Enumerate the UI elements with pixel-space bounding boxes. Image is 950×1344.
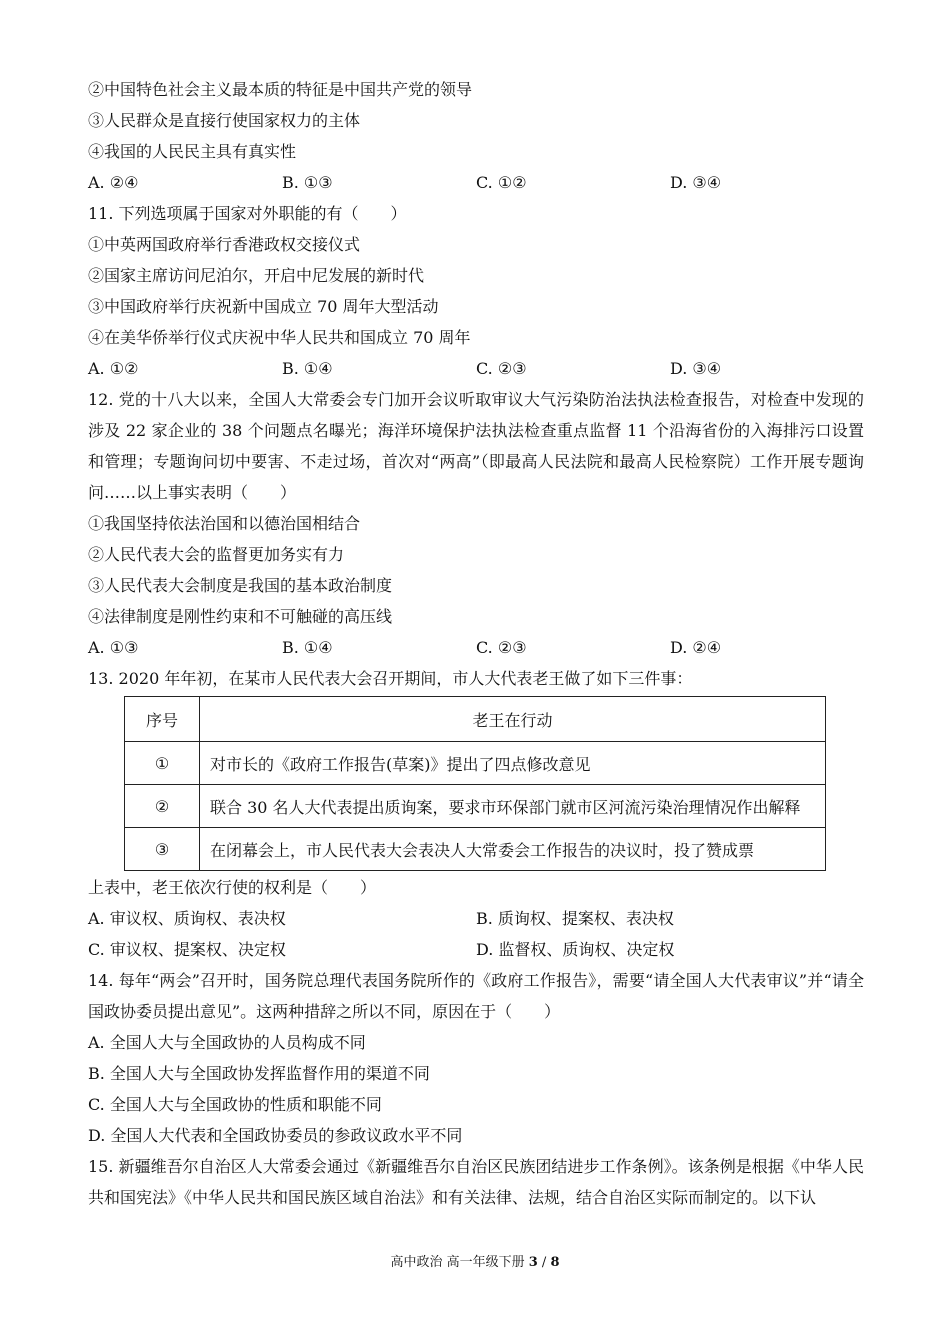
q11-item-1: ①中英两国政府举行香港政权交接仪式 <box>88 235 361 254</box>
q13-options-row-2 <box>88 934 864 965</box>
q13-option-d[interactable]: D. 监督权、质询权、决定权 <box>476 940 675 959</box>
q11-item-3: ③中国政府举行庆祝新中国成立 70 周年大型活动 <box>88 297 439 316</box>
q13-option-b[interactable]: B. 质询权、提案权、表决权 <box>476 909 674 928</box>
table-cell-action: 对市长的《政府工作报告(草案)》提出了四点修改意见 <box>200 742 826 785</box>
q10-item-2: ②中国特色社会主义最本质的特征是中国共产党的领导 <box>88 80 473 99</box>
q14-option-d[interactable]: D. 全国人大代表和全国政协委员的参政议政水平不同 <box>88 1126 463 1145</box>
table-row <box>125 742 826 785</box>
table-cell-index: ② <box>125 785 200 828</box>
q12-option-c[interactable]: C. ②③ <box>476 638 527 657</box>
q14-option-a[interactable]: A. 全国人大与全国政协的人员构成不同 <box>88 1033 366 1052</box>
q11-stem: 11. 下列选项属于国家对外职能的有（ ） <box>88 204 407 223</box>
footer-page-number: 3 <box>528 1255 538 1270</box>
q11-item-2: ②国家主席访问尼泊尔，开启中尼发展的新时代 <box>88 266 425 285</box>
q13-question: 上表中，老王依次行使的权利是（ ） <box>88 878 377 897</box>
q12-item-2: ②人民代表大会的监督更加务实有力 <box>88 545 345 564</box>
q13-options-row-1 <box>88 903 864 934</box>
q12-option-d[interactable]: D. ②④ <box>670 638 722 657</box>
q10-option-a[interactable]: A. ②④ <box>88 173 139 192</box>
q11-item-4: ④在美华侨举行仪式庆祝中华人民共和国成立 70 周年 <box>88 328 471 347</box>
table-header-action: 老王在行动 <box>200 697 826 742</box>
q11-options <box>88 353 864 384</box>
q12-option-a[interactable]: A. ①③ <box>88 638 139 657</box>
q12-item-1: ①我国坚持依法治国和以德治国相结合 <box>88 514 361 533</box>
q14-stem: 14. 每年“两会”召开时，国务院总理代表国务院所作的《政府工作报告》，需要“请全国人大代表审议”并“请全国政协委员提出意见”。这两种措辞之所以不同，原因在于（ ） <box>88 971 864 1021</box>
q10-item-3: ③人民群众是直接行使国家权力的主体 <box>88 111 361 130</box>
q12-stem: 12. 党的十八大以来，全国人大常委会专门加开会议听取审议大气污染防治法执法检查报告，对检查中发现的涉及 22 家企业的 38 个问题点名曝光；海洋环境保护法执法检查重点监督 11 个沿海省份的入海排污口设置和管理；专题询问切中要害、不走过场，首次对“两高”（即最高人民法院和最高人民检察院）工作开展专题询问……以上事实表明（ ） <box>88 390 864 502</box>
table-cell-action: 在闭幕会上，市人民代表大会表决人大常委会工作报告的决议时，投了赞成票 <box>200 828 826 871</box>
q12-item-3: ③人民代表大会制度是我国的基本政治制度 <box>88 576 393 595</box>
table-row <box>125 785 826 828</box>
q14-option-c[interactable]: C. 全国人大与全国政协的性质和职能不同 <box>88 1095 382 1114</box>
table-row <box>125 828 826 871</box>
footer-separator: / <box>537 1255 551 1270</box>
q11-option-b[interactable]: B. ①④ <box>282 359 333 378</box>
q10-item-4: ④我国的人民民主具有真实性 <box>88 142 297 161</box>
table-header-row <box>125 697 826 742</box>
q10-options <box>88 167 864 198</box>
exam-page <box>88 74 864 1213</box>
q12-item-4: ④法律制度是刚性约束和不可触碰的高压线 <box>88 607 393 626</box>
q13-stem: 13. 2020 年年初，在某市人民代表大会召开期间，市人大代表老王做了如下三件事： <box>88 669 693 688</box>
q13-option-a[interactable]: A. 审议权、质询权、表决权 <box>88 909 286 928</box>
q11-option-a[interactable]: A. ①② <box>88 359 139 378</box>
q13-table <box>124 696 826 871</box>
table-cell-index: ① <box>125 742 200 785</box>
q12-options <box>88 632 864 663</box>
q13-option-c[interactable]: C. 审议权、提案权、决定权 <box>88 940 286 959</box>
page-footer <box>0 1251 950 1270</box>
table-header-index: 序号 <box>125 697 200 742</box>
footer-page-total: 8 <box>550 1255 560 1270</box>
footer-text: 高中政治 高一年级下册 <box>390 1255 529 1270</box>
table-cell-action: 联合 30 名人大代表提出质询案，要求市环保部门就市区河流污染治理情况作出解释 <box>200 785 826 828</box>
q11-option-d[interactable]: D. ③④ <box>670 359 722 378</box>
q10-option-c[interactable]: C. ①② <box>476 173 527 192</box>
q10-option-b[interactable]: B. ①③ <box>282 173 333 192</box>
q10-option-d[interactable]: D. ③④ <box>670 173 722 192</box>
q11-option-c[interactable]: C. ②③ <box>476 359 527 378</box>
q14-option-b[interactable]: B. 全国人大与全国政协发挥监督作用的渠道不同 <box>88 1064 430 1083</box>
table-cell-index: ③ <box>125 828 200 871</box>
q15-stem: 15. 新疆维吾尔自治区人大常委会通过《新疆维吾尔自治区民族团结进步工作条例》。该条例是根据《中华人民共和国宪法》《中华人民共和国民族区域自治法》和有关法律、法规，结合自治区实际而制定的。以下认 <box>88 1157 864 1207</box>
q12-option-b[interactable]: B. ①④ <box>282 638 333 657</box>
